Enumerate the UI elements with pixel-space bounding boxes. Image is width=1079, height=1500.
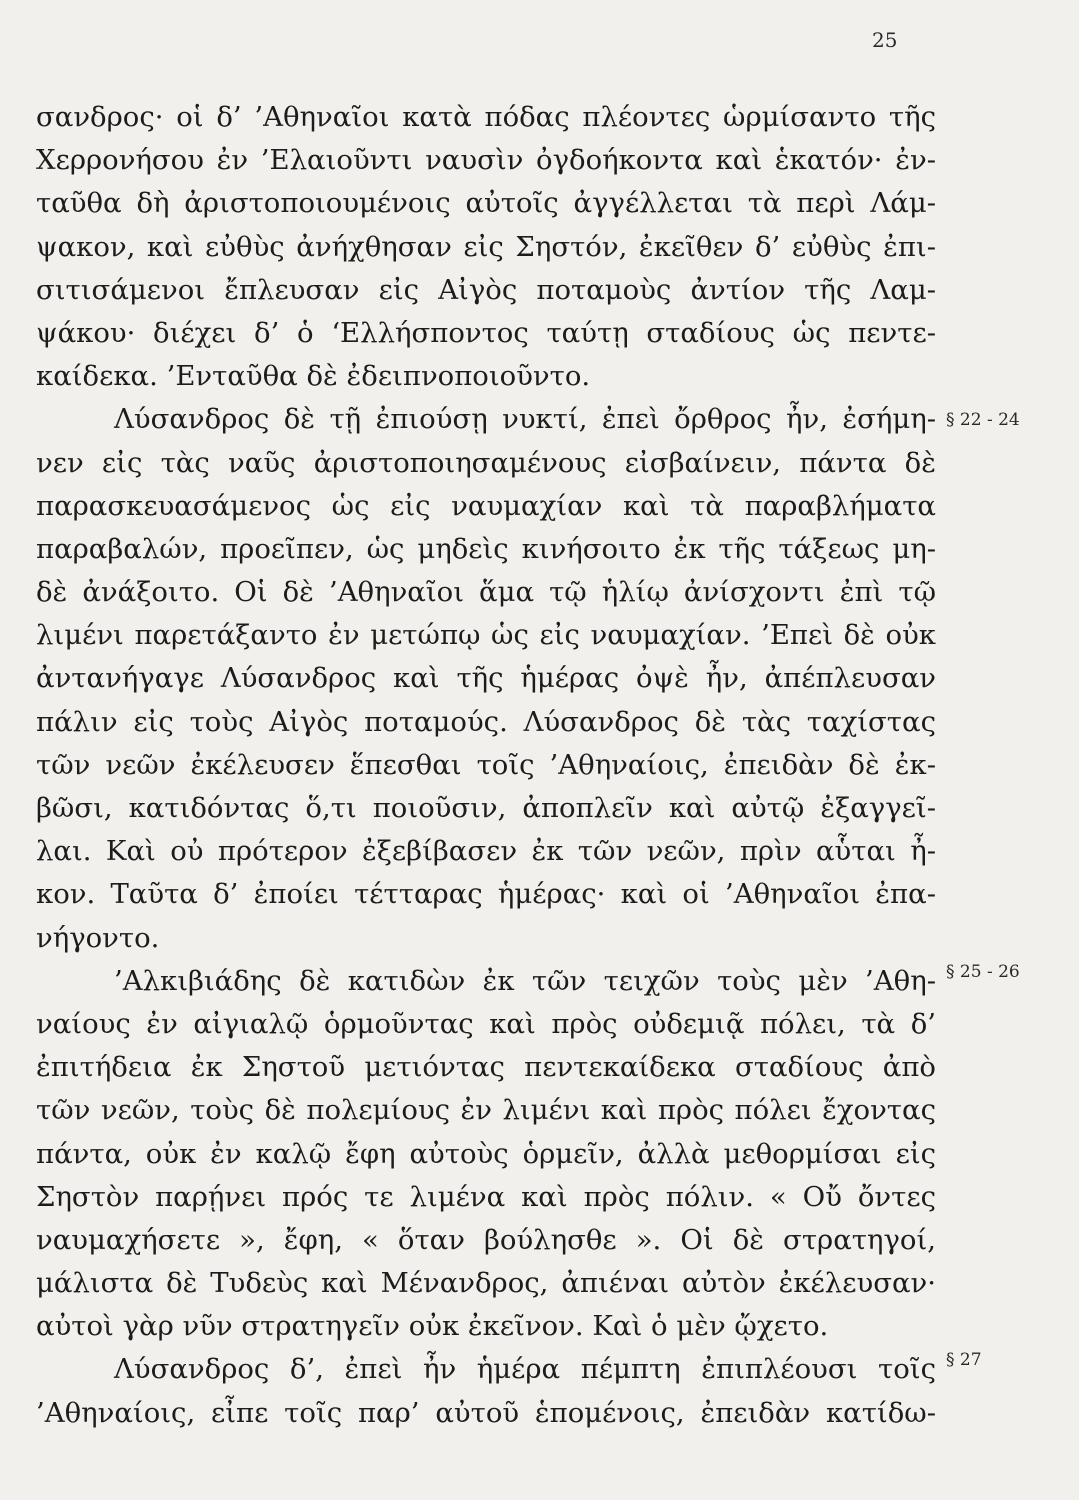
text-line: νεν εἰς τὰς ναῦς ἀριστοποιησαμένους εἰσβαίνειν, πάντα δὲ [36,446,936,479]
text-line: ναυμαχήσετε », ἔφη, « ὅταν βούλησθε ». Οἱ δὲ στρατηγοί, [36,1223,936,1256]
text-line: τῶν νεῶν ἐκέλευσεν ἕπεσθαι τοῖς ’Αθηναίοις, ἐπειδὰν δὲ ἐκ- [36,748,936,781]
page-number: 25 [872,28,898,52]
text-line: παρασκευασάμενος ὡς εἰς ναυμαχίαν καὶ τὰ παραβλήματα [36,489,936,522]
text-line: Λύσανδρος δὲ τῇ ἐπιούσῃ νυκτί, ἐπεὶ ὄρθρος ἦν, ἐσήμη- [114,403,936,436]
text-line: κον. Ταῦτα δ’ ἐποίει τέτταρας ἡμέρας· καὶ οἱ ’Αθηναῖοι ἐπα- [36,878,936,911]
text-line: αὐτοὶ γὰρ νῦν στρατηγεῖν οὐκ ἐκεῖνον. Καὶ ὁ μὲν ᾤχετο. [36,1310,829,1343]
text-line: Χερρονήσου ἐν ’Ελαιοῦντι ναυσὶν ὀγδοήκοντα καὶ ἑκατόν· ἐν- [36,144,936,177]
text-line: λαι. Καὶ οὐ πρότερον ἐξεβίβασεν ἐκ τῶν νεῶν, πρὶν αὗται ἦ- [36,835,936,868]
text-line: ψακον, καὶ εὐθὺς ἀνήχθησαν εἰς Σηστόν, ἐκεῖθεν δ’ εὐθὺς ἐπι- [36,230,936,263]
text-line: Λύσανδρος δ’, ἐπεὶ ἦν ἡμέρα πέμπτη ἐπιπλέουσι τοῖς [114,1353,936,1386]
text-line: παραβαλών, προεῖπεν, ὡς μηδεὶς κινήσοιτο ἐκ τῆς τάξεως μη- [36,532,936,565]
text-line: λιμένι παρετάξαντο ἐν μετώπῳ ὡς εἰς ναυμαχίαν. ’Επεὶ δὲ οὐκ [36,619,936,652]
text-line: ἐπιτήδεια ἐκ Σηστοῦ μετιόντας πεντεκαίδεκα σταδίους ἀπὸ [36,1051,936,1084]
text-line: ’Αθηναίοις, εἶπε τοῖς παρ’ αὐτοῦ ἑπομένοις, ἐπειδὰν κατίδω- [36,1396,936,1429]
greek-text-body [36,96,936,1435]
marginal-section-note: § 22 - 24 [946,410,1020,430]
text-line: δὲ ἀνάξοιτο. Οἱ δὲ ’Αθηναῖοι ἅμα τῷ ἡλίῳ ἀνίσχοντι ἐπὶ τῷ [36,576,936,609]
marginal-section-note: § 27 [946,1350,982,1370]
text-line: σανδρος· οἱ δ’ ’Αθηναῖοι κατὰ πόδας πλέοντες ὡρμίσαντο τῆς [36,101,936,133]
text-line: πάντα, οὐκ ἐν καλῷ ἔφη αὐτοὺς ὁρμεῖν, ἀλλὰ μεθορμίσαι εἰς [36,1137,936,1170]
text-line: νήγοντο. [36,921,160,954]
text-line: βῶσι, κατιδόντας ὅ,τι ποιοῦσιν, ἀποπλεῖν καὶ αὐτῷ ἐξαγγεῖ- [36,792,936,824]
text-line: μάλιστα δὲ Τυδεὺς καὶ Μένανδρος, ἀπιέναι αὐτὸν ἐκέλευσαν· [36,1267,936,1300]
text-line: Σηστὸν παρῄνει πρός τε λιμένα καὶ πρὸς πόλιν. « Οὔ ὄντες [36,1180,936,1213]
marginal-section-note: § 25 - 26 [946,962,1020,982]
text-line: ναίους ἐν αἰγιαλῷ ὁρμοῦντας καὶ πρὸς οὐδεμιᾷ πόλει, τὰ δ’ [36,1007,936,1040]
text-line: ταῦθα δὴ ἀριστοποιουμένοις αὐτοῖς ἀγγέλλεται τὰ περὶ Λάμ- [36,187,936,220]
text-line: καίδεκα. ’Ενταῦθα δὲ ἐδειπνοποιοῦντο. [36,360,591,393]
text-line: τῶν νεῶν, τοὺς δὲ πολεμίους ἐν λιμένι καὶ πρὸς πόλει ἔχοντας [36,1094,936,1127]
text-line: πάλιν εἰς τοὺς Αἰγὸς ποταμούς. Λύσανδρος δὲ τὰς ταχίστας [36,705,936,738]
text-line: ψάκου· διέχει δ’ ὁ ‘Ελλήσποντος ταύτῃ σταδίους ὡς πεντε- [36,316,936,349]
text-line: σιτισάμενοι ἔπλευσαν εἰς Αἰγὸς ποταμοὺς ἀντίον τῆς Λαμ- [36,273,936,306]
text-line: ’Αλκιβιάδης δὲ κατιδὼν ἐκ τῶν τειχῶν τοὺς μὲν ’Αθη- [114,964,936,997]
text-line: ἀντανήγαγε Λύσανδρος καὶ τῆς ἡμέρας ὀψὲ ἦν, ἀπέπλευσαν [36,662,936,695]
